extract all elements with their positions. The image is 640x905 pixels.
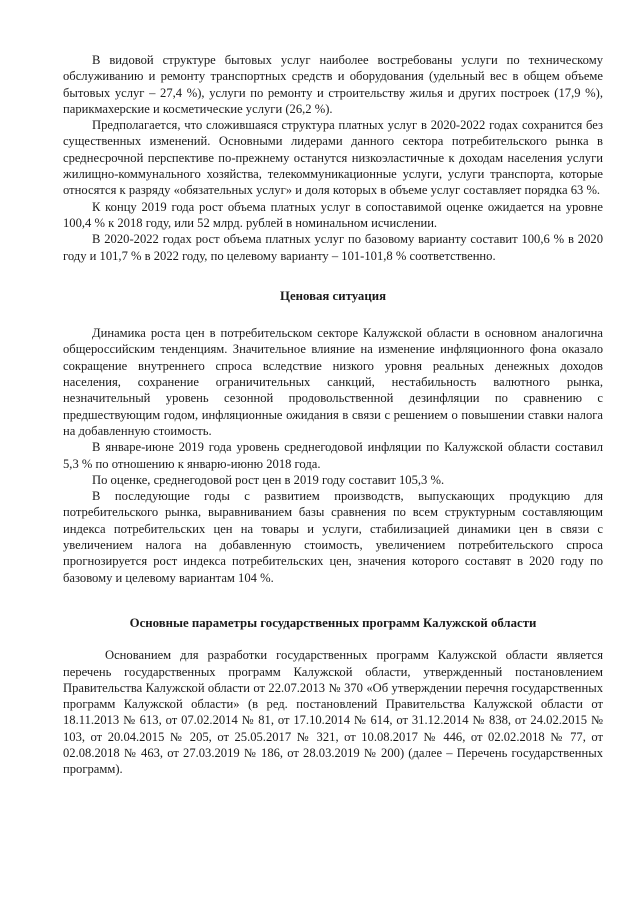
- paragraph-state-programs-basis: Основанием для разработки государственных программ Калужской области является перечень государственных программ Калужской области, утвержденный постановлением Правительства Калужской области от 22.07.2013 № 370 «Об утверждении перечня государственных программ Калужской области» (в ред. постановлений Правительства Калужской области от 18.11.2013 № 613, от 07.02.2014 № 81, от 17.10.2014 № 614, от 31.12.2014 № 838, от 24.02.2015 № 103, от 20.04.2015 № 205, от 25.05.2017 № 321, от 10.08.2017 № 446, от 02.02.2018 № 77, от 02.08.2018 № 463, от 27.03.2019 № 186, от 28.03.2019 № 200) (далее – Перечень государственных программ).: [63, 648, 603, 777]
- paragraph-price-dynamics: Динамика роста цен в потребительском секторе Калужской области в основном аналогична общероссийским тенденциям. Значительное влияние на изменение инфляционного фона оказало сокращение внутреннего спроса вследствие низкого уровня реальных денежных доходов населения, сохранение ограничительных санкций, нестабильность валютного рынка, незначительный уровень сезонной продовольственной дезинфляции по сравнению с предшествующим годом, инфляционные ожидания в связи с решением о повышении ставки налога на добавленную стоимость.: [63, 326, 603, 438]
- document-page: [63, 52, 603, 778]
- paragraph-paid-services-structure: Предполагается, что сложившаяся структура платных услуг в 2020-2022 годах сохранится без существенных изменений. Основными лидерами данного сектора потребительского рынка в среднесрочной перспективе по-прежнему останутся низкоэластичные к доходам населения услуги жилищно-коммунального хозяйства, телекоммуникационные услуги, услуги транспорта, которые относятся к разряду «обязательных услуг» и доля которых в объеме услуг составляет порядка 63 %.: [63, 118, 603, 198]
- section-heading-state-programs: Основные параметры государственных программ Калужской области: [129, 615, 537, 630]
- section-heading-prices: Ценовая ситуация: [280, 288, 386, 303]
- paragraph-price-forecast: В последующие годы с развитием производств, выпускающих продукцию для потребительского рынка, выравниванием базы сравнения по всем структурным составляющим индекса потребительских цен на товары и услуги, стабилизацией динамики цен в связи с увеличением налога на добавленную стоимость, увеличением потребительского спроса прогнозируется рост индекса потребительских цен, значения которого составят в 2020 году по базовому и целевому вариантам 104 %.: [63, 489, 603, 585]
- paragraph-inflation-jan-jun: В январе-июне 2019 года уровень среднегодовой инфляции по Калужской области составил 5,3 % по отношению к январю-июню 2018 года.: [63, 440, 603, 471]
- paragraph-household-services: В видовой структуре бытовых услуг наиболее востребованы услуги по техническому обслуживанию и ремонту транспортных средств и оборудования (удельный вес в общем объеме бытовых услуг – 27,4 %), услуги по ремонту и строительству жилья и других построек (17,9 %), парикмахерские и косметические услуги (26,2 %).: [63, 53, 603, 116]
- paragraph-paid-services-2019: К концу 2019 года рост объема платных услуг в сопоставимой оценке ожидается на уровне 100,4 % к 2018 году, или 52 млрд. рублей в номинальном исчислении.: [63, 199, 603, 230]
- paragraph-paid-services-2020-2022: В 2020-2022 годах рост объема платных услуг по базовому варианту составит 100,6 % в 2020 году и 101,7 % в 2022 году, по целевому варианту – 101-101,8 % соответственно.: [63, 232, 603, 263]
- paragraph-price-growth-2019: По оценке, среднегодовой рост цен в 2019 году составит 105,3 %.: [92, 472, 445, 487]
